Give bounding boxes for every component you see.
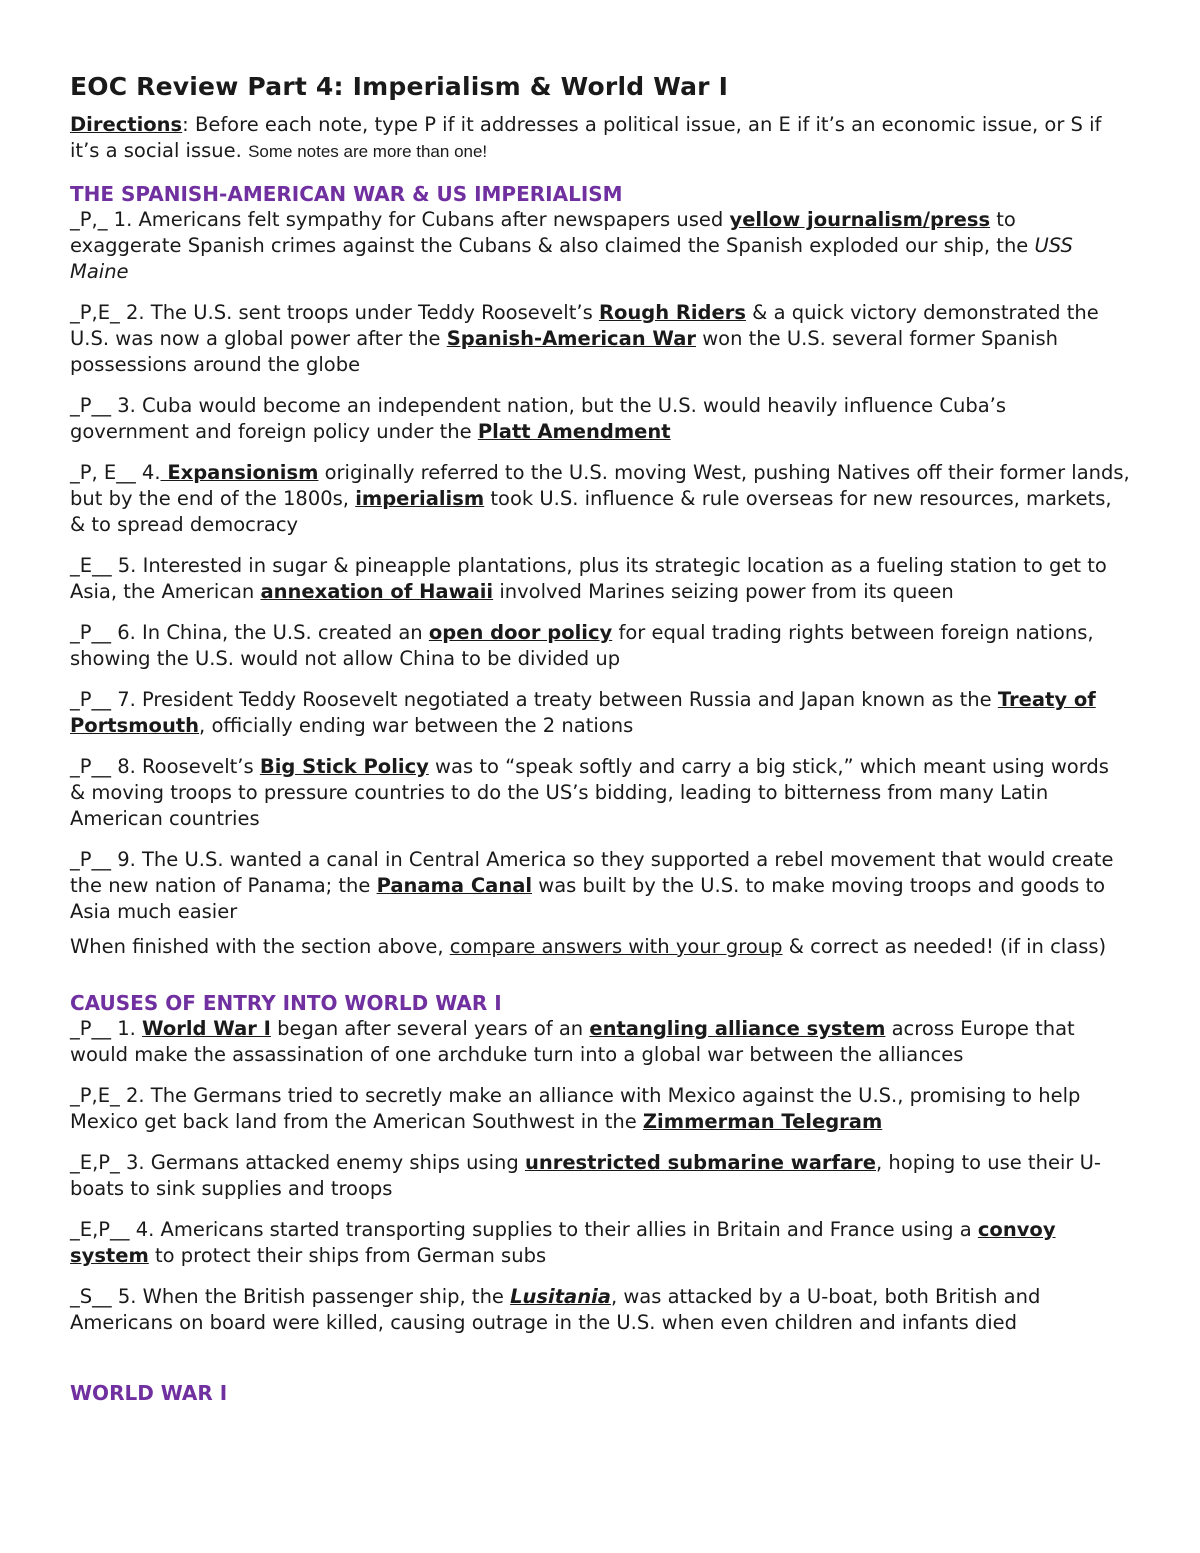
note-text: _P__ 1. — [70, 1017, 143, 1040]
note-text: , was attacked by a U-boat, both British and Americans on board were killed, causing outrage in the U.S. when even children and infants died — [70, 1285, 1041, 1334]
note-text: _E,P__ 4. Americans started transporting supplies to their allies in Britain and France using a — [70, 1218, 978, 1241]
key-term: Expansionism — [160, 461, 319, 484]
note-item — [70, 553, 1130, 605]
document-title: EOC Review Part 4: Imperialism & World War I — [70, 72, 729, 101]
instruction-text: When finished with the section above, — [70, 935, 450, 958]
directions-note: Some notes are more than one! — [248, 142, 488, 161]
note-text: _S__ 5. When the British passenger ship, the — [70, 1285, 511, 1308]
key-term: Spanish-American War — [446, 327, 696, 350]
key-term: unrestricted submarine warfare — [524, 1151, 877, 1174]
note-item — [70, 1016, 1130, 1068]
note-item — [70, 687, 1130, 739]
section-instruction — [70, 934, 1130, 960]
note-text: _P, E__ 4. — [70, 461, 161, 484]
note-text: involved Marines seizing power from its queen — [493, 580, 954, 603]
note-item — [70, 300, 1130, 378]
note-item — [70, 393, 1130, 445]
section-heading-spanish-american-war: THE SPANISH-AMERICAN WAR & US IMPERIALISM — [70, 182, 623, 206]
note-text: _P__ 3. Cuba would become an independent nation, but the U.S. would heavily influence Cuba’s government and foreign policy under the — [70, 394, 1007, 443]
key-term: yellow journalism/press — [729, 208, 991, 231]
key-term: Lusitania — [510, 1285, 611, 1308]
note-text: for equal trading rights between foreign nations, showing the U.S. would not allow China to be divided up — [70, 621, 1094, 670]
document-page — [70, 70, 1130, 1406]
note-text: across Europe that would make the assassination of one archduke turn into a global war between the alliances — [70, 1017, 1075, 1066]
key-term: convoy system — [70, 1218, 1056, 1267]
note-text: , officially ending war between the 2 nations — [199, 714, 634, 737]
note-text: _E__ 5. Interested in sugar & pineapple plantations, plus its strategic location as a fueling station to get to Asia, the American — [70, 554, 1107, 603]
key-term: imperialism — [355, 487, 485, 510]
note-item — [70, 460, 1130, 538]
key-term: entangling alliance system — [589, 1017, 886, 1040]
key-term: Rough Riders — [598, 301, 746, 324]
note-item — [70, 1217, 1130, 1269]
key-term: Big Stick Policy — [259, 755, 429, 778]
note-text: was built by the U.S. to make moving troops and goods to Asia much easier — [70, 874, 1106, 923]
instruction-emphasis: compare answers with your group — [449, 935, 783, 958]
key-term: annexation of Hawaii — [260, 580, 494, 603]
note-item — [70, 207, 1130, 285]
note-item — [70, 1083, 1130, 1135]
note-text: _P,E_ 2. The U.S. sent troops under Teddy Roosevelt’s — [70, 301, 599, 324]
directions-paragraph — [70, 112, 1130, 165]
note-text: took U.S. influence & rule overseas for new resources, markets, & to spread democracy — [70, 487, 1112, 536]
ship-name: USS Maine — [70, 234, 1073, 283]
key-term: Treaty of Portsmouth — [70, 688, 1096, 737]
note-item — [70, 620, 1130, 672]
instruction-text: & correct as needed! (if in class) — [782, 935, 1107, 958]
key-term: World War I — [142, 1017, 271, 1040]
note-text: to protect their ships from German subs — [148, 1244, 547, 1267]
note-text: won the U.S. several former Spanish possessions around the globe — [70, 327, 1059, 376]
note-text: _P__ 6. In China, the U.S. created an — [70, 621, 429, 644]
note-text: to exaggerate Spanish crimes against the Cubans & also claimed the Spanish exploded our ship, the — [70, 208, 1035, 257]
directions-text: : Before each note, type P if it addresses a political issue, an E if it’s an economic issue, or S if it’s a social issue. — [70, 113, 1102, 162]
note-text: & a quick victory demonstrated the U.S. was now a global power after the — [70, 301, 1099, 350]
note-text: _E,P_ 3. Germans attacked enemy ships using — [70, 1151, 525, 1174]
key-term: Panama Canal — [376, 874, 533, 897]
key-term: Platt Amendment — [477, 420, 671, 443]
key-term: open door policy — [428, 621, 613, 644]
note-item — [70, 754, 1130, 832]
note-item — [70, 1284, 1130, 1336]
note-item — [70, 847, 1130, 925]
directions-label: Directions — [70, 113, 183, 136]
note-text: _P,_ 1. Americans felt sympathy for Cubans after newspapers used — [70, 208, 730, 231]
note-text: _P__ 8. Roosevelt’s — [70, 755, 260, 778]
section-heading-world-war-i: WORLD WAR I — [70, 1381, 228, 1405]
note-text: was to “speak softly and carry a big stick,” which meant using words & moving troops to pressure countries to do the US’s bidding, leading to bitterness from many Latin American countries — [70, 755, 1109, 830]
note-text: _P,E_ 2. The Germans tried to secretly make an alliance with Mexico against the U.S., promising to help Mexico get back land from the American Southwest in the — [70, 1084, 1081, 1133]
note-text: , hoping to use their U-boats to sink supplies and troops — [70, 1151, 1101, 1200]
note-text: _P__ 7. President Teddy Roosevelt negotiated a treaty between Russia and Japan known as the — [70, 688, 998, 711]
note-text: _P__ 9. The U.S. wanted a canal in Central America so they supported a rebel movement that would create the new nation of Panama; the — [70, 848, 1114, 897]
key-term: Zimmerman Telegram — [642, 1110, 883, 1133]
note-text: originally referred to the U.S. moving West, pushing Natives off their former lands, but by the end of the 1800s, — [70, 461, 1130, 510]
note-text: began after several years of an — [270, 1017, 590, 1040]
note-item — [70, 1150, 1130, 1202]
section-heading-causes-of-entry: CAUSES OF ENTRY INTO WORLD WAR I — [70, 991, 502, 1015]
